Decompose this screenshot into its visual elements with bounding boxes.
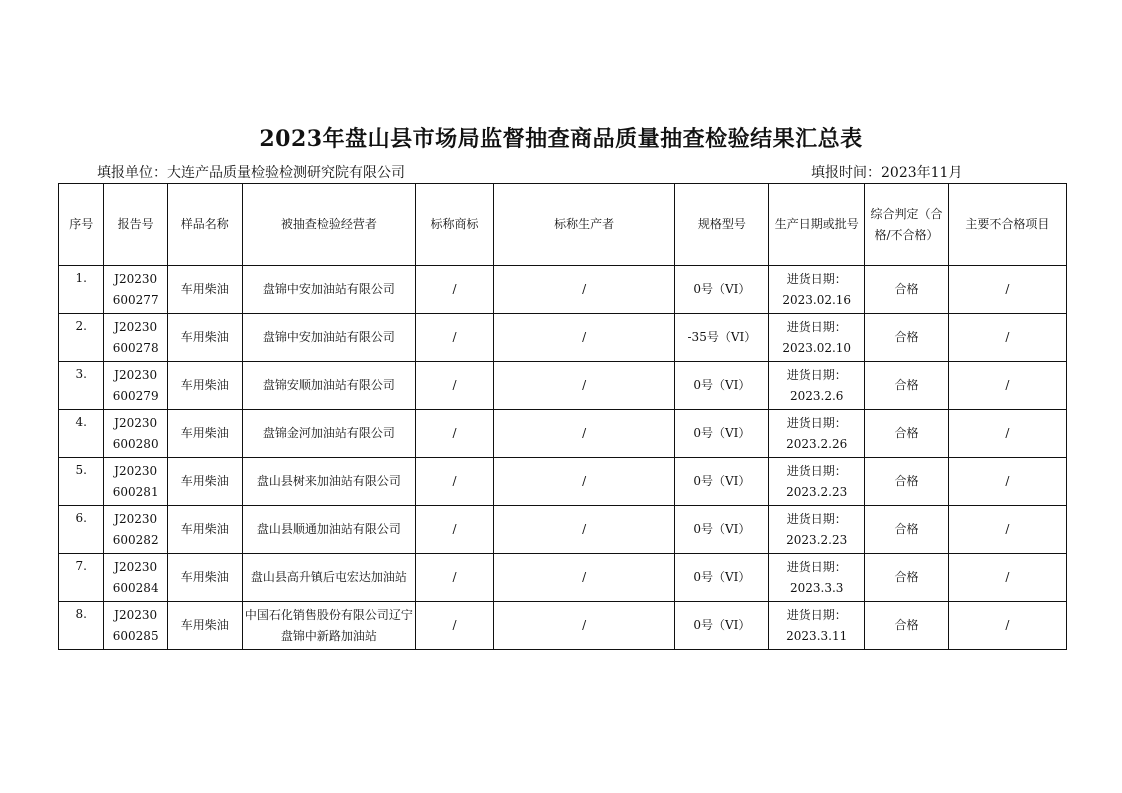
cell-date-batch-line-2: 2023.2.6 (789, 388, 844, 403)
cell-spec: 0号（VI） (675, 266, 769, 314)
cell-report-no-line-2: 600284 (112, 580, 159, 595)
cell-date-batch-line-1: 进货日期： (786, 319, 847, 334)
cell-brand: / (416, 410, 494, 458)
cell-date-batch (769, 266, 865, 314)
cell-date-batch-line-2: 2023.2.26 (786, 436, 848, 451)
cell-failed-items: / (948, 266, 1066, 314)
cell-spec: 0号（VI） (675, 458, 769, 506)
cell-spec: 0号（VI） (675, 362, 769, 410)
cell-manufacturer: / (493, 266, 675, 314)
cell-operator: 中国石化销售股份有限公司辽宁盘锦中新路加油站 (242, 602, 416, 650)
table-row (59, 506, 1067, 554)
cell-verdict: 合格 (865, 410, 949, 458)
cell-spec: 0号（VI） (675, 602, 769, 650)
cell-brand: / (416, 554, 494, 602)
cell-date-batch-line-1: 进货日期： (786, 607, 847, 622)
cell-brand: / (416, 266, 494, 314)
cell-verdict: 合格 (865, 458, 949, 506)
cell-sample-name: 车用柴油 (167, 554, 242, 602)
cell-date-batch-line-1: 进货日期： (786, 559, 847, 574)
cell-report-no (104, 506, 168, 554)
cell-verdict: 合格 (865, 554, 949, 602)
cell-report-no (104, 266, 168, 314)
cell-operator: 盘山县树来加油站有限公司 (242, 458, 416, 506)
header-sample-name: 样品名称 (167, 184, 242, 266)
cell-report-no-line-1: J20230 (114, 271, 158, 286)
header-manufacturer: 标称生产者 (493, 184, 675, 266)
cell-date-batch-line-1: 进货日期： (786, 415, 847, 430)
cell-seq: 1. (59, 266, 104, 314)
cell-spec: 0号（VI） (675, 410, 769, 458)
cell-report-no (104, 314, 168, 362)
cell-failed-items: / (948, 362, 1066, 410)
cell-failed-items: / (948, 506, 1066, 554)
cell-operator: 盘锦中安加油站有限公司 (242, 266, 416, 314)
cell-manufacturer: / (493, 554, 675, 602)
cell-date-batch-line-2: 2023.2.23 (786, 532, 848, 547)
cell-spec: 0号（VI） (675, 554, 769, 602)
cell-manufacturer: / (493, 410, 675, 458)
cell-date-batch (769, 602, 865, 650)
cell-brand: / (416, 362, 494, 410)
cell-sample-name: 车用柴油 (167, 458, 242, 506)
cell-seq: 6. (59, 506, 104, 554)
cell-date-batch-line-1: 进货日期： (786, 463, 847, 478)
header-verdict: 综合判定（合格/不合格） (865, 184, 949, 266)
cell-manufacturer: / (493, 506, 675, 554)
cell-report-no-line-1: J20230 (114, 463, 158, 478)
cell-report-no-line-2: 600279 (112, 388, 159, 403)
cell-date-batch (769, 410, 865, 458)
cell-operator: 盘锦安顺加油站有限公司 (242, 362, 416, 410)
cell-report-no-line-2: 600277 (112, 292, 159, 307)
cell-operator: 盘山县顺通加油站有限公司 (242, 506, 416, 554)
cell-date-batch-line-2: 2023.3.3 (789, 580, 844, 595)
cell-date-batch-line-2: 2023.02.16 (782, 292, 852, 307)
table-row (59, 458, 1067, 506)
cell-report-no-line-1: J20230 (114, 415, 158, 430)
cell-verdict: 合格 (865, 506, 949, 554)
cell-report-no (104, 410, 168, 458)
header-operator: 被抽查检验经营者 (242, 184, 416, 266)
cell-failed-items: / (948, 602, 1066, 650)
cell-date-batch (769, 314, 865, 362)
cell-verdict: 合格 (865, 314, 949, 362)
header-seq: 序号 (59, 184, 104, 266)
header-brand: 标称商标 (416, 184, 494, 266)
cell-spec: -35号（VI） (675, 314, 769, 362)
table-row (59, 266, 1067, 314)
cell-failed-items: / (948, 554, 1066, 602)
cell-report-no-line-1: J20230 (114, 511, 158, 526)
cell-report-no (104, 458, 168, 506)
cell-sample-name: 车用柴油 (167, 506, 242, 554)
table-row (59, 362, 1067, 410)
cell-report-no-line-1: J20230 (114, 367, 158, 382)
header-spec: 规格型号 (675, 184, 769, 266)
table-row (59, 554, 1067, 602)
cell-failed-items: / (948, 314, 1066, 362)
cell-seq: 8. (59, 602, 104, 650)
cell-failed-items: / (948, 458, 1066, 506)
document-title: 2023年盘山县市场局监督抽查商品质量抽查检验结果汇总表 (259, 126, 863, 152)
cell-manufacturer: / (493, 458, 675, 506)
cell-report-no-line-1: J20230 (114, 559, 158, 574)
cell-report-no-line-1: J20230 (114, 319, 158, 334)
header-failed-items: 主要不合格项目 (948, 184, 1066, 266)
cell-verdict: 合格 (865, 266, 949, 314)
cell-date-batch-line-1: 进货日期： (786, 511, 847, 526)
cell-seq: 2. (59, 314, 104, 362)
reporting-unit: 填报单位：大连产品质量检验检测研究院有限公司 (97, 165, 405, 181)
cell-brand: / (416, 458, 494, 506)
cell-date-batch (769, 362, 865, 410)
cell-seq: 5. (59, 458, 104, 506)
header-date-batch: 生产日期或批号 (769, 184, 865, 266)
cell-date-batch (769, 506, 865, 554)
cell-verdict: 合格 (865, 362, 949, 410)
table-header-row (59, 184, 1067, 266)
header-report-no: 报告号 (104, 184, 168, 266)
table-row (59, 410, 1067, 458)
cell-report-no (104, 554, 168, 602)
cell-sample-name: 车用柴油 (167, 266, 242, 314)
cell-brand: / (416, 602, 494, 650)
reporting-time: 填报时间：2023年11月 (811, 165, 963, 181)
results-table (58, 183, 1067, 650)
cell-failed-items: / (948, 410, 1066, 458)
cell-report-no (104, 602, 168, 650)
cell-manufacturer: / (493, 362, 675, 410)
cell-report-no-line-1: J20230 (114, 607, 158, 622)
cell-operator: 盘锦中安加油站有限公司 (242, 314, 416, 362)
cell-sample-name: 车用柴油 (167, 314, 242, 362)
cell-seq: 3. (59, 362, 104, 410)
table-row (59, 314, 1067, 362)
cell-report-no (104, 362, 168, 410)
cell-manufacturer: / (493, 602, 675, 650)
cell-brand: / (416, 506, 494, 554)
cell-date-batch-line-1: 进货日期： (786, 367, 847, 382)
cell-manufacturer: / (493, 314, 675, 362)
table-row (59, 602, 1067, 650)
cell-seq: 4. (59, 410, 104, 458)
cell-date-batch-line-1: 进货日期： (786, 271, 847, 286)
cell-report-no-line-2: 600278 (112, 340, 159, 355)
cell-date-batch (769, 554, 865, 602)
cell-report-no-line-2: 600280 (112, 436, 159, 451)
cell-brand: / (416, 314, 494, 362)
cell-verdict: 合格 (865, 602, 949, 650)
cell-date-batch-line-2: 2023.2.23 (786, 484, 848, 499)
cell-date-batch-line-2: 2023.3.11 (786, 628, 848, 643)
cell-date-batch-line-2: 2023.02.10 (782, 340, 852, 355)
cell-report-no-line-2: 600282 (112, 532, 159, 547)
cell-spec: 0号（VI） (675, 506, 769, 554)
cell-sample-name: 车用柴油 (167, 602, 242, 650)
cell-report-no-line-2: 600285 (112, 628, 159, 643)
cell-report-no-line-2: 600281 (112, 484, 159, 499)
cell-operator: 盘锦金河加油站有限公司 (242, 410, 416, 458)
cell-operator: 盘山县高升镇后屯宏达加油站 (242, 554, 416, 602)
cell-seq: 7. (59, 554, 104, 602)
cell-date-batch (769, 458, 865, 506)
cell-sample-name: 车用柴油 (167, 362, 242, 410)
cell-sample-name: 车用柴油 (167, 410, 242, 458)
